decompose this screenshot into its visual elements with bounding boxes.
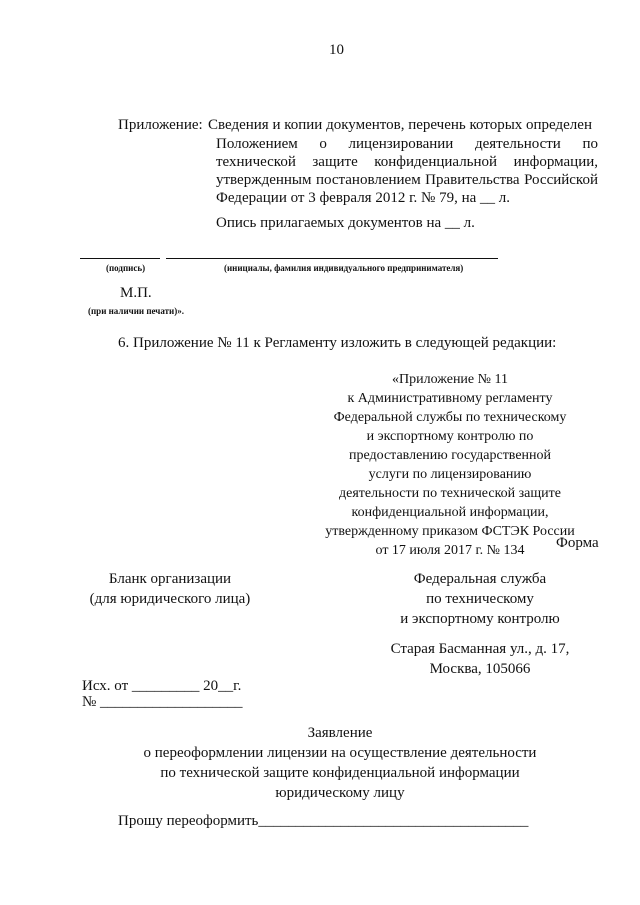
seal-label: М.П. [120,285,152,301]
reg-ref-line: к Административному регламенту [347,391,553,406]
reg-ref-line: предоставлению государственной [348,448,552,463]
application-title [100,723,580,803]
seal-caption: (при наличии печати)». [88,306,184,316]
appendix-line-4: утвержденным постановлением Правительства Российской [216,172,598,188]
reg-ref-line: и экспортному контролю по [366,429,534,444]
item-6: 6. Приложение № 11 к Регламенту изложить в следующей редакции: [118,335,557,351]
name-line [166,258,498,259]
inventory-line: Опись прилагаемых документов на __ л. [216,215,475,231]
address-line-1: Старая Басманная ул., д. 17, [390,641,570,657]
reg-ref-line: конфиденциальной информации, [351,505,549,520]
request-line: Прошу переоформить____________________________________ [118,813,529,829]
letterhead-line-1: Бланк организации [108,571,232,587]
addressee-line-2: по техническому [426,591,534,607]
reg-ref-line: услуги по лицензированию [368,467,532,482]
application-title-line-4: юридическому лицу [275,785,405,801]
appendix-line-2: Положением о лицензировании деятельности по [216,136,598,152]
page-number: 10 [329,42,344,58]
application-title-line-3: по технической защите конфиденциальной информации [160,765,520,781]
regulation-reference [320,370,580,560]
address-line-2: Москва, 105066 [429,661,531,677]
outgoing-date-line: Исх. от _________ 20__г. [82,678,242,694]
name-caption: (инициалы, фамилия индивидуального предпринимателя) [224,263,464,273]
reg-ref-line: «Приложение № 11 [392,372,508,387]
addressee-line-1: Федеральная служба [413,571,547,587]
appendix-line-5: Федерации от 3 февраля 2012 г. № 79, на __ л. [216,190,511,206]
reg-ref-line: утвержденному приказом ФСТЭК России [325,524,575,539]
letterhead-line-2: (для юридического лица) [89,591,251,607]
application-title-line-1: Заявление [307,725,373,741]
outgoing-number-line: № ___________________ [82,694,243,710]
appendix-line-3: технической защите конфиденциальной информации, [216,154,598,170]
application-title-line-2: о переоформлении лицензии на осуществление деятельности [143,745,537,761]
reg-ref-line: от 17 июля 2017 г. № 134 [375,543,525,558]
appendix-label: Приложение: [118,117,203,133]
addressee-line-3: и экспортному контролю [400,611,560,627]
appendix-line-1: Сведения и копии документов, перечень которых определен [208,117,592,133]
signature-caption: (подпись) [106,263,146,273]
signature-line [80,258,160,259]
reg-ref-line: деятельности по технической защите [338,486,562,501]
addressee-block [370,569,590,679]
reg-ref-line: Федеральной службы по техническому [333,410,567,425]
form-label: Форма [556,535,599,551]
letterhead-block [70,569,270,609]
